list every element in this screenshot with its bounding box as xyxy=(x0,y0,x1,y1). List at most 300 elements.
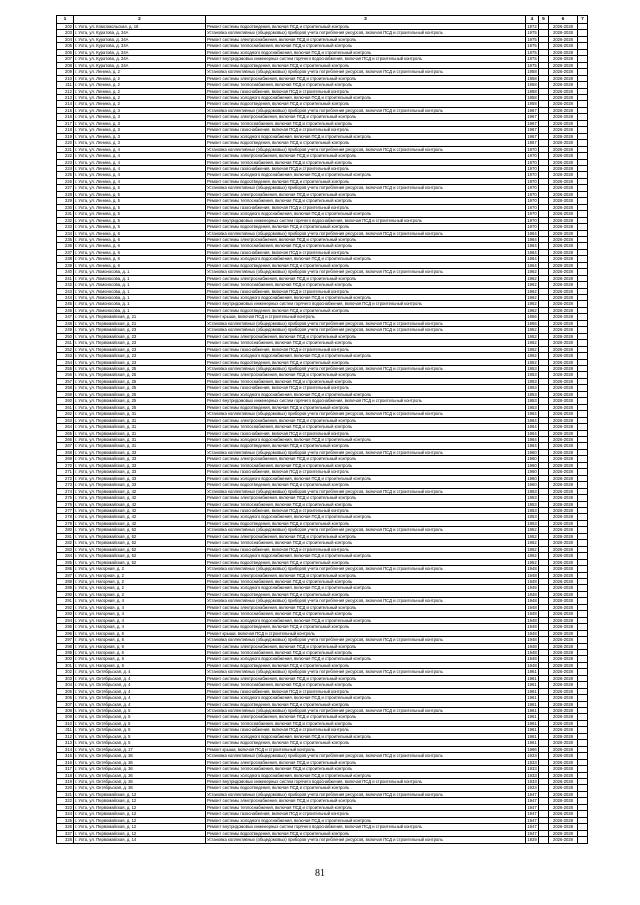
work-type-cell: Ремонт системы водоотведения, включая ПСД и строительный контроль xyxy=(206,101,526,107)
address-cell: г. Ухта, ул. Первомайская, д. 33 xyxy=(74,462,206,468)
build-year-cell: 1970 xyxy=(527,185,537,191)
build-year-cell: 1960 xyxy=(527,475,537,481)
period-cell: 2026-2028 xyxy=(549,288,578,294)
period-cell: 2026-2028 xyxy=(549,817,578,823)
period-cell: 2026-2028 xyxy=(549,36,578,42)
address-cell: г. Ухта, ул. Нагорная, д. 4 xyxy=(74,604,206,610)
period-cell: 2026-2028 xyxy=(549,333,578,339)
work-type-cell: Ремонт системы холодного водоснабжения, включая ПСД и строительный контроль xyxy=(206,772,526,778)
build-year-cell: 1948 xyxy=(527,566,537,572)
work-type-cell: Установка коллективных (общедомовых) приборов учета потребления ресурсов, включая ПСД и строительный контроль xyxy=(206,327,526,333)
build-year-cell: 1948 xyxy=(527,598,537,604)
row-number-cell: 208 xyxy=(57,62,74,68)
address-cell: г. Ухта, ул. Ленина, д. 3 xyxy=(74,120,206,126)
build-year-cell: 1964 xyxy=(527,430,537,436)
address-cell: г. Ухта, ул. Ленина, д. 5 xyxy=(74,217,206,223)
build-year-cell: 1970 xyxy=(527,204,537,210)
work-type-cell: Ремонт системы теплоснабжения, включая ПСД и строительный контроль xyxy=(206,43,526,49)
build-year-cell: 1952 xyxy=(527,359,537,365)
period-cell: 2026-2028 xyxy=(549,662,578,668)
build-year-cell: 1960 xyxy=(527,462,537,468)
row-number-cell: 212 xyxy=(57,88,74,94)
period-cell: 2026-2028 xyxy=(549,624,578,630)
period-cell: 2026-2028 xyxy=(549,140,578,146)
period-cell: 2026-2028 xyxy=(549,533,578,539)
build-year-cell: 1961 xyxy=(527,708,537,714)
address-cell: г. Ухта, ул. Первомайская, д. 23 xyxy=(74,327,206,333)
col-5-cell xyxy=(539,837,549,843)
period-cell: 2026-2028 xyxy=(549,630,578,636)
table-body xyxy=(57,24,588,844)
row-number-cell: 292 xyxy=(57,604,74,610)
build-year-cell: 1966 xyxy=(527,746,537,752)
build-year-cell: 1953 xyxy=(527,366,537,372)
period-cell: 2026-2028 xyxy=(549,540,578,546)
work-type-cell: Ремонт системы газоснабжения, включая ПСД и строительный контроль xyxy=(206,346,526,352)
address-cell: г. Ухта, ул. Первомайская, д. 52 xyxy=(74,546,206,552)
address-cell: г. Ухта, ул. Октябрьская, д. 5 xyxy=(74,720,206,726)
row-number-cell: 255 xyxy=(57,366,74,372)
address-cell: г. Ухта, ул. Первомайская, д. 31 xyxy=(74,417,206,423)
build-year-cell: 1948 xyxy=(527,624,537,630)
column-number: 4 xyxy=(526,16,539,24)
work-type-cell: Ремонт системы теплоснабжения, включая ПСД и строительный контроль xyxy=(206,424,526,430)
row-number-cell: 269 xyxy=(57,456,74,462)
build-year-cell: 1961 xyxy=(527,688,537,694)
row-number-cell: 317 xyxy=(57,766,74,772)
period-cell: 2026-2028 xyxy=(549,766,578,772)
period-cell: 2026-2028 xyxy=(549,127,578,133)
work-type-cell: Установка коллективных (общедомовых) приборов учета потребления ресурсов, включая ПСД и строительный контроль xyxy=(206,185,526,191)
period-cell: 2026-2028 xyxy=(549,682,578,688)
row-number-cell: 258 xyxy=(57,385,74,391)
row-number-cell: 310 xyxy=(57,720,74,726)
work-type-cell: Ремонт системы холодного водоснабжения, включая ПСД и строительный контроль xyxy=(206,437,526,443)
work-type-cell: Установка коллективных (общедомовых) приборов учета потребления ресурсов, включая ПСД и строительный контроль xyxy=(206,366,526,372)
row-number-cell: 316 xyxy=(57,759,74,765)
build-year-cell: 1962 xyxy=(527,295,537,301)
address-cell: г. Ухта, ул. Ленина, д. 4 xyxy=(74,178,206,184)
work-type-cell: Ремонт системы газоснабжения, включая ПСД и строительный контроль xyxy=(206,546,526,552)
work-type-cell: Ремонт системы газоснабжения, включая ПСД и строительный контроль xyxy=(206,249,526,255)
address-cell: г. Ухта, ул. Ленина, д. 3 xyxy=(74,140,206,146)
row-number-cell: 281 xyxy=(57,533,74,539)
address-cell: г. Ухта, ул. Ленина, д. 5 xyxy=(74,204,206,210)
row-number-cell: 289 xyxy=(57,585,74,591)
build-year-cell: 1958 xyxy=(527,94,537,100)
work-type-cell: Ремонт системы водоотведения, включая ПСД и строительный контроль xyxy=(206,624,526,630)
build-year-cell: 1970 xyxy=(527,224,537,230)
build-year-cell: 1975 xyxy=(527,49,537,55)
row-number-cell: 211 xyxy=(57,82,74,88)
row-number-cell: 297 xyxy=(57,637,74,643)
period-cell: 2026-2028 xyxy=(549,649,578,655)
row-number-cell: 205 xyxy=(57,43,74,49)
build-year-cell: 1961 xyxy=(527,695,537,701)
work-type-cell: Установка коллективных (общедомовых) приборов учета потребления ресурсов, включая ПСД и строительный контроль xyxy=(206,669,526,675)
build-year-cell: 1962 xyxy=(527,288,537,294)
row-number-cell: 232 xyxy=(57,217,74,223)
build-year-cell: 1933 xyxy=(527,759,537,765)
work-type-cell: Ремонт системы холодного водоснабжения, включая ПСД и строительный контроль xyxy=(206,295,526,301)
work-type-cell: Ремонт крыши, включая ПСД и строительный контроль xyxy=(206,630,526,636)
address-cell: г. Ухта, ул. Ленина, д. 2 xyxy=(74,88,206,94)
period-cell: 2026-2028 xyxy=(549,495,578,501)
row-number-cell: 267 xyxy=(57,443,74,449)
period-cell: 2026-2028 xyxy=(549,372,578,378)
address-cell: г. Ухта, ул. Первомайская, д. 42 xyxy=(74,507,206,513)
period-cell: 2026-2028 xyxy=(549,617,578,623)
work-type-cell: Ремонт системы теплоснабжения, включая ПСД и строительный контроль xyxy=(206,649,526,655)
row-number-cell: 220 xyxy=(57,140,74,146)
period-cell: 2026-2028 xyxy=(549,559,578,565)
work-type-cell: Установка коллективных (общедомовых) приборов учета потребления ресурсов, включая ПСД и строительный контроль xyxy=(206,269,526,275)
row-number-cell: 283 xyxy=(57,546,74,552)
row-number-cell: 279 xyxy=(57,520,74,526)
build-year-cell: 1964 xyxy=(527,236,537,242)
period-cell: 2026-2028 xyxy=(549,340,578,346)
work-type-cell: Ремонт системы водоотведения, включая ПСД и строительный контроль xyxy=(206,359,526,365)
build-year-cell: 1970 xyxy=(527,159,537,165)
row-number-cell: 231 xyxy=(57,211,74,217)
period-cell: 2026-2028 xyxy=(549,165,578,171)
row-number-cell: 305 xyxy=(57,688,74,694)
work-type-cell: Установка коллективных (общедомовых) приборов учета потребления ресурсов, включая ПСД и строительный контроль xyxy=(206,320,526,326)
row-number-cell: 319 xyxy=(57,779,74,785)
address-cell: г. Ухта, ул. Ленина, д. 6 xyxy=(74,256,206,262)
work-type-cell: Ремонт системы электроснабжения, включая ПСД и строительный контроль xyxy=(206,604,526,610)
row-number-cell: 307 xyxy=(57,701,74,707)
period-cell: 2026-2028 xyxy=(549,520,578,526)
work-type-cell: Ремонт системы водоотведения, включая ПСД и строительный контроль xyxy=(206,662,526,668)
address-cell: г. Ухта, ул. Октябрьская, д. 4 xyxy=(74,682,206,688)
build-year-cell: 1958 xyxy=(527,82,537,88)
address-cell: г. Ухта, ул. Первомайская, д. 42 xyxy=(74,488,206,494)
build-year-cell: 1970 xyxy=(527,172,537,178)
build-year-cell: 1948 xyxy=(527,604,537,610)
period-cell: 2026-2028 xyxy=(549,256,578,262)
build-year-cell: 1962 xyxy=(527,301,537,307)
work-type-cell: Ремонт системы водоотведения, включая ПСД и строительный контроль xyxy=(206,262,526,268)
row-number-cell: 242 xyxy=(57,282,74,288)
work-type-cell: Установка коллективных (общедомовых) приборов учета потребления ресурсов, включая ПСД и строительный контроль xyxy=(206,449,526,455)
work-type-cell: Ремонт системы холодного водоснабжения, включая ПСД и строительный контроль xyxy=(206,656,526,662)
work-type-cell: Ремонт системы газоснабжения, включая ПСД и строительный контроль xyxy=(206,507,526,513)
period-cell: 2026-2028 xyxy=(549,604,578,610)
build-year-cell: 1961 xyxy=(527,675,537,681)
row-number-cell: 291 xyxy=(57,598,74,604)
address-cell: г. Ухта, ул. Ленина, д. 4 xyxy=(74,172,206,178)
period-cell: 2026-2028 xyxy=(549,727,578,733)
row-number-cell: 262 xyxy=(57,411,74,417)
build-year-cell: 1933 xyxy=(527,753,537,759)
work-type-cell: Ремонт системы теплоснабжения, включая ПСД и строительный контроль xyxy=(206,578,526,584)
address-cell: г. Ухта, ул. Ленина, д. 3 xyxy=(74,127,206,133)
work-type-cell: Ремонт системы электроснабжения, включая ПСД и строительный контроль xyxy=(206,533,526,539)
work-type-cell: Ремонт системы электроснабжения, включая ПСД и строительный контроль xyxy=(206,275,526,281)
row-number-cell: 302 xyxy=(57,669,74,675)
period-cell: 2026-2028 xyxy=(549,404,578,410)
build-year-cell: 1953 xyxy=(527,378,537,384)
address-cell: г. Ухта, ул. Куратова, д. 34А xyxy=(74,30,206,36)
address-cell: г. Ухта, ул. Нагорная, д. 2 xyxy=(74,591,206,597)
period-cell: 2026-2028 xyxy=(549,230,578,236)
build-year-cell: 1964 xyxy=(527,230,537,236)
build-year-cell: 1948 xyxy=(527,591,537,597)
address-cell: г. Ухта, ул. Нагорная, д. 2 xyxy=(74,578,206,584)
address-cell: г. Ухта, ул. Первомайская, д. 23 xyxy=(74,359,206,365)
period-cell: 2026-2028 xyxy=(549,249,578,255)
work-type-cell: Ремонт системы теплоснабжения, включая ПСД и строительный контроль xyxy=(206,611,526,617)
row-number-cell: 229 xyxy=(57,198,74,204)
address-cell: г. Ухта, ул. Ленина, д. 2 xyxy=(74,69,206,75)
period-cell: 2026-2028 xyxy=(549,198,578,204)
address-cell: г. Ухта, ул. Октябрьская, д. 5 xyxy=(74,714,206,720)
work-type-cell: Ремонт системы электроснабжения, включая ПСД и строительный контроль xyxy=(206,75,526,81)
work-type-cell: Ремонт системы водоотведения, включая ПСД и строительный контроль xyxy=(206,443,526,449)
row-number-cell: 306 xyxy=(57,695,74,701)
period-cell: 2026-2028 xyxy=(549,159,578,165)
period-cell: 2026-2028 xyxy=(549,572,578,578)
row-number-cell: 240 xyxy=(57,269,74,275)
work-type-cell: Ремонт системы электроснабжения, включая ПСД и строительный контроль xyxy=(206,456,526,462)
work-type-cell: Ремонт системы холодного водоснабжения, включая ПСД и строительный контроль xyxy=(206,391,526,397)
period-cell: 2026-2028 xyxy=(549,578,578,584)
address-cell: г. Ухта, ул. Ленина, д. 5 xyxy=(74,211,206,217)
build-year-cell: 1952 xyxy=(527,353,537,359)
col-7-cell xyxy=(578,837,588,843)
row-number-cell: 234 xyxy=(57,230,74,236)
address-cell: г. Ухта, ул. Первомайская, д. 52 xyxy=(74,559,206,565)
row-number-cell: 322 xyxy=(57,798,74,804)
address-cell: г. Ухта, ул. Октябрьская, д. 5 xyxy=(74,740,206,746)
build-year-cell: 1956 xyxy=(527,314,537,320)
row-number-cell: 251 xyxy=(57,340,74,346)
work-type-cell: Ремонт системы водоотведения, включая ПСД и строительный контроль xyxy=(206,785,526,791)
work-type-cell: Установка коллективных (общедомовых) приборов учета потребления ресурсов, включая ПСД и строительный контроль xyxy=(206,527,526,533)
address-cell: г. Ухта, ул. Куратова, д. 34А xyxy=(74,56,206,62)
build-year-cell: 1964 xyxy=(527,424,537,430)
address-cell: г. Ухта, ул. Первомайская, д. 52 xyxy=(74,540,206,546)
address-cell: г. Ухта, ул. Ленина, д. 2 xyxy=(74,101,206,107)
address-cell: г. Ухта, ул. Ленина, д. 6 xyxy=(74,262,206,268)
work-type-cell: Установка коллективных (общедомовых) приборов учета потребления ресурсов, включая ПСД и строительный контроль xyxy=(206,230,526,236)
row-number-cell: 299 xyxy=(57,649,74,655)
work-type-cell: Ремонт системы холодного водоснабжения, включая ПСД и строительный контроль xyxy=(206,49,526,55)
period-cell: 2026-2028 xyxy=(549,275,578,281)
period-cell: 2026-2028 xyxy=(549,437,578,443)
work-type-cell: Ремонт системы водоотведения, включая ПСД и строительный контроль xyxy=(206,404,526,410)
address-cell: г. Ухта, ул. Ленина, д. 6 xyxy=(74,230,206,236)
period-cell: 2026-2028 xyxy=(549,366,578,372)
row-number-cell: 264 xyxy=(57,424,74,430)
build-year-cell: 1962 xyxy=(527,275,537,281)
build-year-cell: 1967 xyxy=(527,140,537,146)
work-type-cell: Установка коллективных (общедомовых) приборов учета потребления ресурсов, включая ПСД и строительный контроль xyxy=(206,411,526,417)
period-cell: 2026-2028 xyxy=(549,269,578,275)
row-number-cell: 235 xyxy=(57,236,74,242)
work-type-cell: Ремонт системы водоотведения, включая ПСД и строительный контроль xyxy=(206,224,526,230)
build-year-cell: 1953 xyxy=(527,501,537,507)
work-type-cell: Ремонт системы теплоснабжения, включая ПСД и строительный контроль xyxy=(206,198,526,204)
work-type-cell: Ремонт системы теплоснабжения, включая ПСД и строительный контроль xyxy=(206,682,526,688)
build-year-cell: 1952 xyxy=(527,327,537,333)
build-year-cell: 1933 xyxy=(527,785,537,791)
build-year-cell: 1953 xyxy=(527,404,537,410)
period-cell: 2026-2028 xyxy=(549,398,578,404)
column-number: 5 xyxy=(539,16,549,24)
row-number-cell: 253 xyxy=(57,353,74,359)
row-number-cell: 238 xyxy=(57,256,74,262)
address-cell: г. Ухта, ул. Октябрьская, д. 4 xyxy=(74,695,206,701)
build-year-cell: 1953 xyxy=(527,372,537,378)
row-number-cell: 273 xyxy=(57,482,74,488)
work-type-cell: Установка коллективных (общедомовых) приборов учета потребления ресурсов, включая ПСД и строительный контроль xyxy=(206,637,526,643)
row-number-cell: 284 xyxy=(57,553,74,559)
address-cell: г. Ухта, ул. Первомайская, д. 23 xyxy=(74,353,206,359)
row-number-cell: 227 xyxy=(57,185,74,191)
row-number-cell: 215 xyxy=(57,107,74,113)
work-type-cell: Ремонт системы холодного водоснабжения, включая ПСД и строительный контроль xyxy=(206,817,526,823)
build-year-cell: 1961 xyxy=(527,701,537,707)
period-cell: 2026-2028 xyxy=(549,546,578,552)
row-number-cell: 265 xyxy=(57,430,74,436)
build-year-cell: 1967 xyxy=(527,107,537,113)
work-type-cell: Ремонт системы электроснабжения, включая ПСД и строительный контроль xyxy=(206,714,526,720)
build-year-cell: 1952 xyxy=(527,546,537,552)
address-cell: г. Ухта, ул. Первомайская, д. 42 xyxy=(74,501,206,507)
address-cell: г. Ухта, ул. Октябрьская, д. 5 xyxy=(74,727,206,733)
address-cell: г. Ухта, ул. Октябрьская, д. 4 xyxy=(74,669,206,675)
period-cell: 2026-2028 xyxy=(549,133,578,139)
row-number-cell: 206 xyxy=(57,49,74,55)
period-cell: 2026-2028 xyxy=(549,430,578,436)
build-year-cell: 1970 xyxy=(527,146,537,152)
build-year-cell: 1952 xyxy=(527,333,537,339)
work-type-cell: Ремонт системы теплоснабжения, включая ПСД и строительный контроль xyxy=(206,282,526,288)
address-cell: г. Ухта, ул. Первомайская, д. 33 xyxy=(74,469,206,475)
address-cell: г. Ухта, ул. Ленина, д. 2 xyxy=(74,75,206,81)
row-number-cell: 318 xyxy=(57,772,74,778)
period-cell: 2026-2028 xyxy=(549,830,578,836)
work-type-cell: Ремонт системы водоотведения, включая ПСД и строительный контроль xyxy=(206,591,526,597)
work-type-cell: Ремонт системы теплоснабжения, включая ПСД и строительный контроль xyxy=(206,540,526,546)
build-year-cell: 1947 xyxy=(527,830,537,836)
work-type-cell: Ремонт системы водоотведения, включая ПСД и строительный контроль xyxy=(206,559,526,565)
column-number: 1 xyxy=(57,16,74,24)
build-year-cell: 1948 xyxy=(527,630,537,636)
address-cell: г. Ухта, ул. Первомайская, д. 52 xyxy=(74,533,206,539)
build-year-cell: 1964 xyxy=(527,262,537,268)
row-number-cell: 252 xyxy=(57,346,74,352)
period-cell: 2026-2028 xyxy=(549,514,578,520)
address-cell: г. Ухта, ул. Ломоносова, д. 1 xyxy=(74,295,206,301)
work-type-cell: Ремонт системы газоснабжения, включая ПСД и строительный контроль xyxy=(206,385,526,391)
build-year-cell: 1964 xyxy=(527,411,537,417)
work-type-cell: Установка коллективных (общедомовых) приборов учета потребления ресурсов, включая ПСД и строительный контроль xyxy=(206,598,526,604)
period-cell: 2026-2028 xyxy=(549,740,578,746)
work-type-cell: Ремонт системы холодного водоснабжения, включая ПСД и строительный контроль xyxy=(206,617,526,623)
build-year-cell: 1953 xyxy=(527,507,537,513)
address-cell: г. Ухта, ул. Нагорная, д. 6 xyxy=(74,662,206,668)
build-year-cell: 1958 xyxy=(527,75,537,81)
build-year-cell: 1952 xyxy=(527,346,537,352)
period-cell: 2026-2028 xyxy=(549,94,578,100)
row-number-cell: 285 xyxy=(57,559,74,565)
address-cell: г. Ухта, ул. Ленина, д. 5 xyxy=(74,198,206,204)
work-type-cell: Ремонт системы газоснабжения, включая ПСД и строительный контроль xyxy=(206,288,526,294)
address-cell: г. Ухта, ул. Первомайская, д. 42 xyxy=(74,520,206,526)
work-type-cell: Ремонт системы водоотведения, включая ПСД и строительный контроль xyxy=(206,62,526,68)
row-number-cell: 219 xyxy=(57,133,74,139)
row-number-cell: 213 xyxy=(57,94,74,100)
work-type-cell: Ремонт системы электроснабжения, включая ПСД и строительный контроль xyxy=(206,572,526,578)
address-cell: г. Ухта, ул. Первомайская, д. 33 xyxy=(74,449,206,455)
row-number-cell: 288 xyxy=(57,578,74,584)
row-number-cell: 241 xyxy=(57,275,74,281)
build-year-cell: 1964 xyxy=(527,417,537,423)
address-cell: г. Ухта, ул. Куратова, д. 34А xyxy=(74,49,206,55)
build-year-cell: 1961 xyxy=(527,727,537,733)
row-number-cell: 293 xyxy=(57,611,74,617)
row-number-cell: 308 xyxy=(57,708,74,714)
row-number-cell: 209 xyxy=(57,69,74,75)
period-cell: 2026-2028 xyxy=(549,172,578,178)
address-cell: г. Ухта, ул. Первомайская, д. 23 xyxy=(74,333,206,339)
period-cell: 2026-2028 xyxy=(549,585,578,591)
period-cell: 2026-2028 xyxy=(549,759,578,765)
period-cell: 2026-2028 xyxy=(549,566,578,572)
address-cell: г. Ухта, ул. Ленина, д. 2 xyxy=(74,94,206,100)
address-cell: г. Ухта, ул. Куратова, д. 34А xyxy=(74,43,206,49)
work-type-cell: Ремонт системы теплоснабжения, включая ПСД и строительный контроль xyxy=(206,159,526,165)
address-cell: г. Ухта, ул. Ломоносова, д. 1 xyxy=(74,288,206,294)
address-cell: г. Ухта, ул. Ломоносова, д. 1 xyxy=(74,275,206,281)
work-type-cell: Ремонт внутридомовых инженерных систем горячего водоснабжения, включая ПСД и строительный контроль xyxy=(206,301,526,307)
row-number-cell: 237 xyxy=(57,249,74,255)
work-type-cell: Ремонт системы теплоснабжения, включая ПСД и строительный контроль xyxy=(206,378,526,384)
period-cell: 2026-2028 xyxy=(549,785,578,791)
build-year-cell: 1964 xyxy=(527,443,537,449)
address-cell: г. Ухта, ул. Первомайская, д. 31 xyxy=(74,411,206,417)
build-year-cell: 1970 xyxy=(527,178,537,184)
row-number-cell: 247 xyxy=(57,314,74,320)
period-cell: 2026-2028 xyxy=(549,591,578,597)
address-cell: г. Ухта, ул. Первомайская, д. 31 xyxy=(74,430,206,436)
row-number-cell: 309 xyxy=(57,714,74,720)
build-year-cell: 1953 xyxy=(527,495,537,501)
period-cell: 2026-2028 xyxy=(549,224,578,230)
address-cell: г. Ухта, ул. Первомайская, д. 12 xyxy=(74,804,206,810)
build-year-cell: 1929 xyxy=(527,837,537,843)
build-year-cell: 1970 xyxy=(527,153,537,159)
row-number-cell: 270 xyxy=(57,462,74,468)
row-number-cell: 233 xyxy=(57,224,74,230)
period-cell: 2026-2028 xyxy=(549,185,578,191)
work-type-cell: Ремонт системы электроснабжения, включая ПСД и строительный контроль xyxy=(206,759,526,765)
build-year-cell: 1970 xyxy=(527,191,537,197)
address-cell: г. Ухта, ул. Первомайская, д. 21 xyxy=(74,314,206,320)
address-cell: г. Ухта, ул. Первомайская, д. 14 xyxy=(74,837,206,843)
period-cell: 2026-2028 xyxy=(549,643,578,649)
build-year-cell: 1975 xyxy=(527,36,537,42)
work-type-cell: Ремонт системы электроснабжения, включая ПСД и строительный контроль xyxy=(206,495,526,501)
period-cell: 2026-2028 xyxy=(549,120,578,126)
work-type-cell: Установка коллективных (общедомовых) приборов учета потребления ресурсов, включая ПСД и строительный контроль xyxy=(206,566,526,572)
build-year-cell: 1956 xyxy=(527,320,537,326)
row-number-cell: 248 xyxy=(57,320,74,326)
address-cell: г. Ухта, ул. Ленина, д. 6 xyxy=(74,243,206,249)
